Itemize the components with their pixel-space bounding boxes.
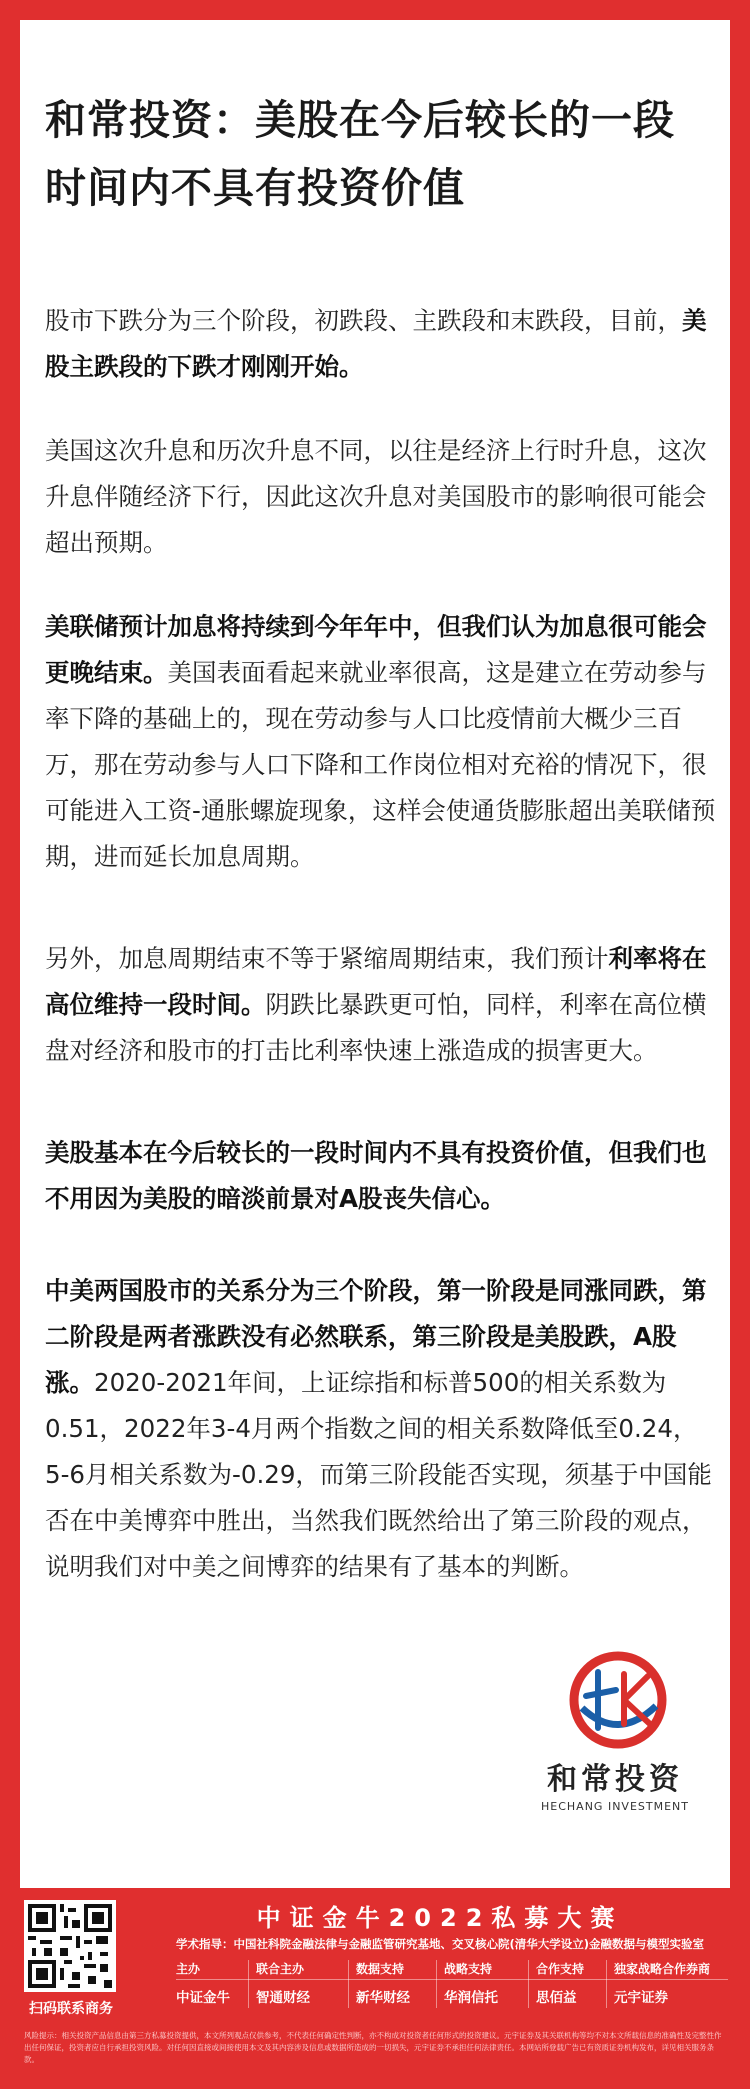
sponsor-role: 联合主办 [256, 1962, 305, 1976]
paragraph-emphasis: 美股基本在今后较长的一段时间内不具有投资价值，但我们也不用因为美股的暗淡前景对A股丧失信心。 [45, 1138, 707, 1213]
paragraph-text: 另外，加息周期结束不等于紧缩周期结束，我们预计 [45, 944, 609, 973]
sponsor-roles [176, 1960, 736, 1978]
qr-code[interactable] [24, 1900, 116, 1992]
logo-name-en: HECHANG INVESTMENT [541, 1800, 689, 1813]
article-paragraph [45, 1268, 717, 1590]
sponsor-separator [436, 1960, 437, 2008]
contest-title: 中证金牛2022私募大赛 [256, 1904, 624, 1932]
sponsor-name: 华润信托 [444, 1990, 498, 2006]
paragraph-text: 阴跌比暴跌更可怕，同样，利率在高位横盘对经济和股市的打击比利率快速上涨造成的损害更大。 [45, 990, 707, 1065]
article-paragraph [45, 298, 717, 390]
sponsor-role: 独家战略合作券商 [614, 1962, 711, 1976]
hechang-emblem-icon [568, 1650, 668, 1750]
article-title: 和常投资：美股在今后较长的一段时间内不具有投资价值 [45, 96, 675, 212]
sponsor-separator [248, 1960, 249, 2008]
sponsor-role: 主办 [176, 1962, 201, 1976]
logo-name-cn: 和常投资 [547, 1762, 683, 1797]
academic-guidance: 学术指导：中国社科院金融法律与金融监管研究基地、交叉核心院(清华大学设立)金融数据与模型实验室 [176, 1937, 705, 1951]
sponsor-name: 新华财经 [356, 1990, 410, 2006]
sponsor-name: 智通财经 [256, 1990, 310, 2006]
sponsor-role: 战略支持 [444, 1962, 493, 1976]
sponsor-separator [606, 1960, 607, 2008]
qr-label: 扫码联系商务 [29, 2001, 113, 2017]
article-paragraph [45, 936, 717, 1074]
paragraph-text: 美国表面看起来就业率很高，这是建立在劳动参与率下降的基础上的，现在劳动参与人口比疫情前大概少三百万，那在劳动参与人口下降和工作岗位相对充裕的情况下，很可能进入工资-通胀螺旋现象，这样会使通货膨胀超出美联储预期，进而延长加息周期。 [45, 658, 716, 871]
paragraph-emphasis: 美股主跌段的下跌才刚刚开始。 [45, 306, 707, 381]
sponsor-separator [348, 1960, 349, 2008]
article-paragraph [45, 1130, 717, 1222]
sponsor-divider [176, 1979, 728, 1980]
paragraph-text: 2020-2021年间，上证综指和标普500的相关系数为0.51，2022年3-4月两个指数之间的相关系数降低至0.24，5-6月相关系数为-0.29，而第三阶段能否实现，须基于中国能否在中美博弈中胜出，当然我们既然给出了第三阶段的观点，说明我们对中美之间博弈的结果有了基本的判断。 [45, 1368, 712, 1581]
sponsor-separator [528, 1960, 529, 2008]
paragraph-text: 美国这次升息和历次升息不同，以往是经济上行时升息，这次升息伴随经济下行，因此这次升息对美国股市的影响很可能会超出预期。 [45, 436, 707, 557]
article-card [20, 20, 730, 1888]
qr-code-icon [24, 1900, 116, 1992]
sponsor-role: 合作支持 [536, 1962, 585, 1976]
sponsor-name: 思佰益 [536, 1990, 577, 2006]
paragraph-emphasis: 美联储预计加息将持续到今年年中，但我们认为加息很可能会更晚结束。 [45, 612, 707, 687]
paragraph-emphasis: 利率将在高位维持一段时间。 [45, 944, 707, 1019]
sponsor-name: 元宇证券 [614, 1990, 668, 2006]
article-paragraph [45, 604, 717, 880]
company-logo [520, 1650, 710, 1820]
risk-disclaimer: 风险提示：相关投资产品信息由第三方私募投资提供，本文所列观点仅供参考，不代表任何确定性判断，亦不构成对投资者任何形式的投资建议。元宇证券及其关联机构等均不对本文所载信息的准确性及完整性作出任何保证，投资者应自行承担投资风险。对任何因直接或间接使用本文及其内容涉及信息或数据所造成的一切损失，元宇证券不承担任何法律责任。本网站所登载广告已有资质证券机构发布，详见相关服务条款。 [24, 2031, 722, 2064]
paragraph-emphasis: 中美两国股市的关系分为三个阶段，第一阶段是同涨同跌，第二阶段是两者涨跌没有必然联系，第三阶段是美股跌，A股涨。 [45, 1276, 707, 1397]
sponsor-names [176, 1986, 736, 2008]
paragraph-text: 股市下跌分为三个阶段，初跌段、主跌段和末跌段，目前， [45, 306, 682, 335]
sponsor-name: 中证金牛 [176, 1990, 230, 2006]
sponsor-role: 数据支持 [356, 1962, 405, 1976]
article-paragraph [45, 428, 717, 566]
